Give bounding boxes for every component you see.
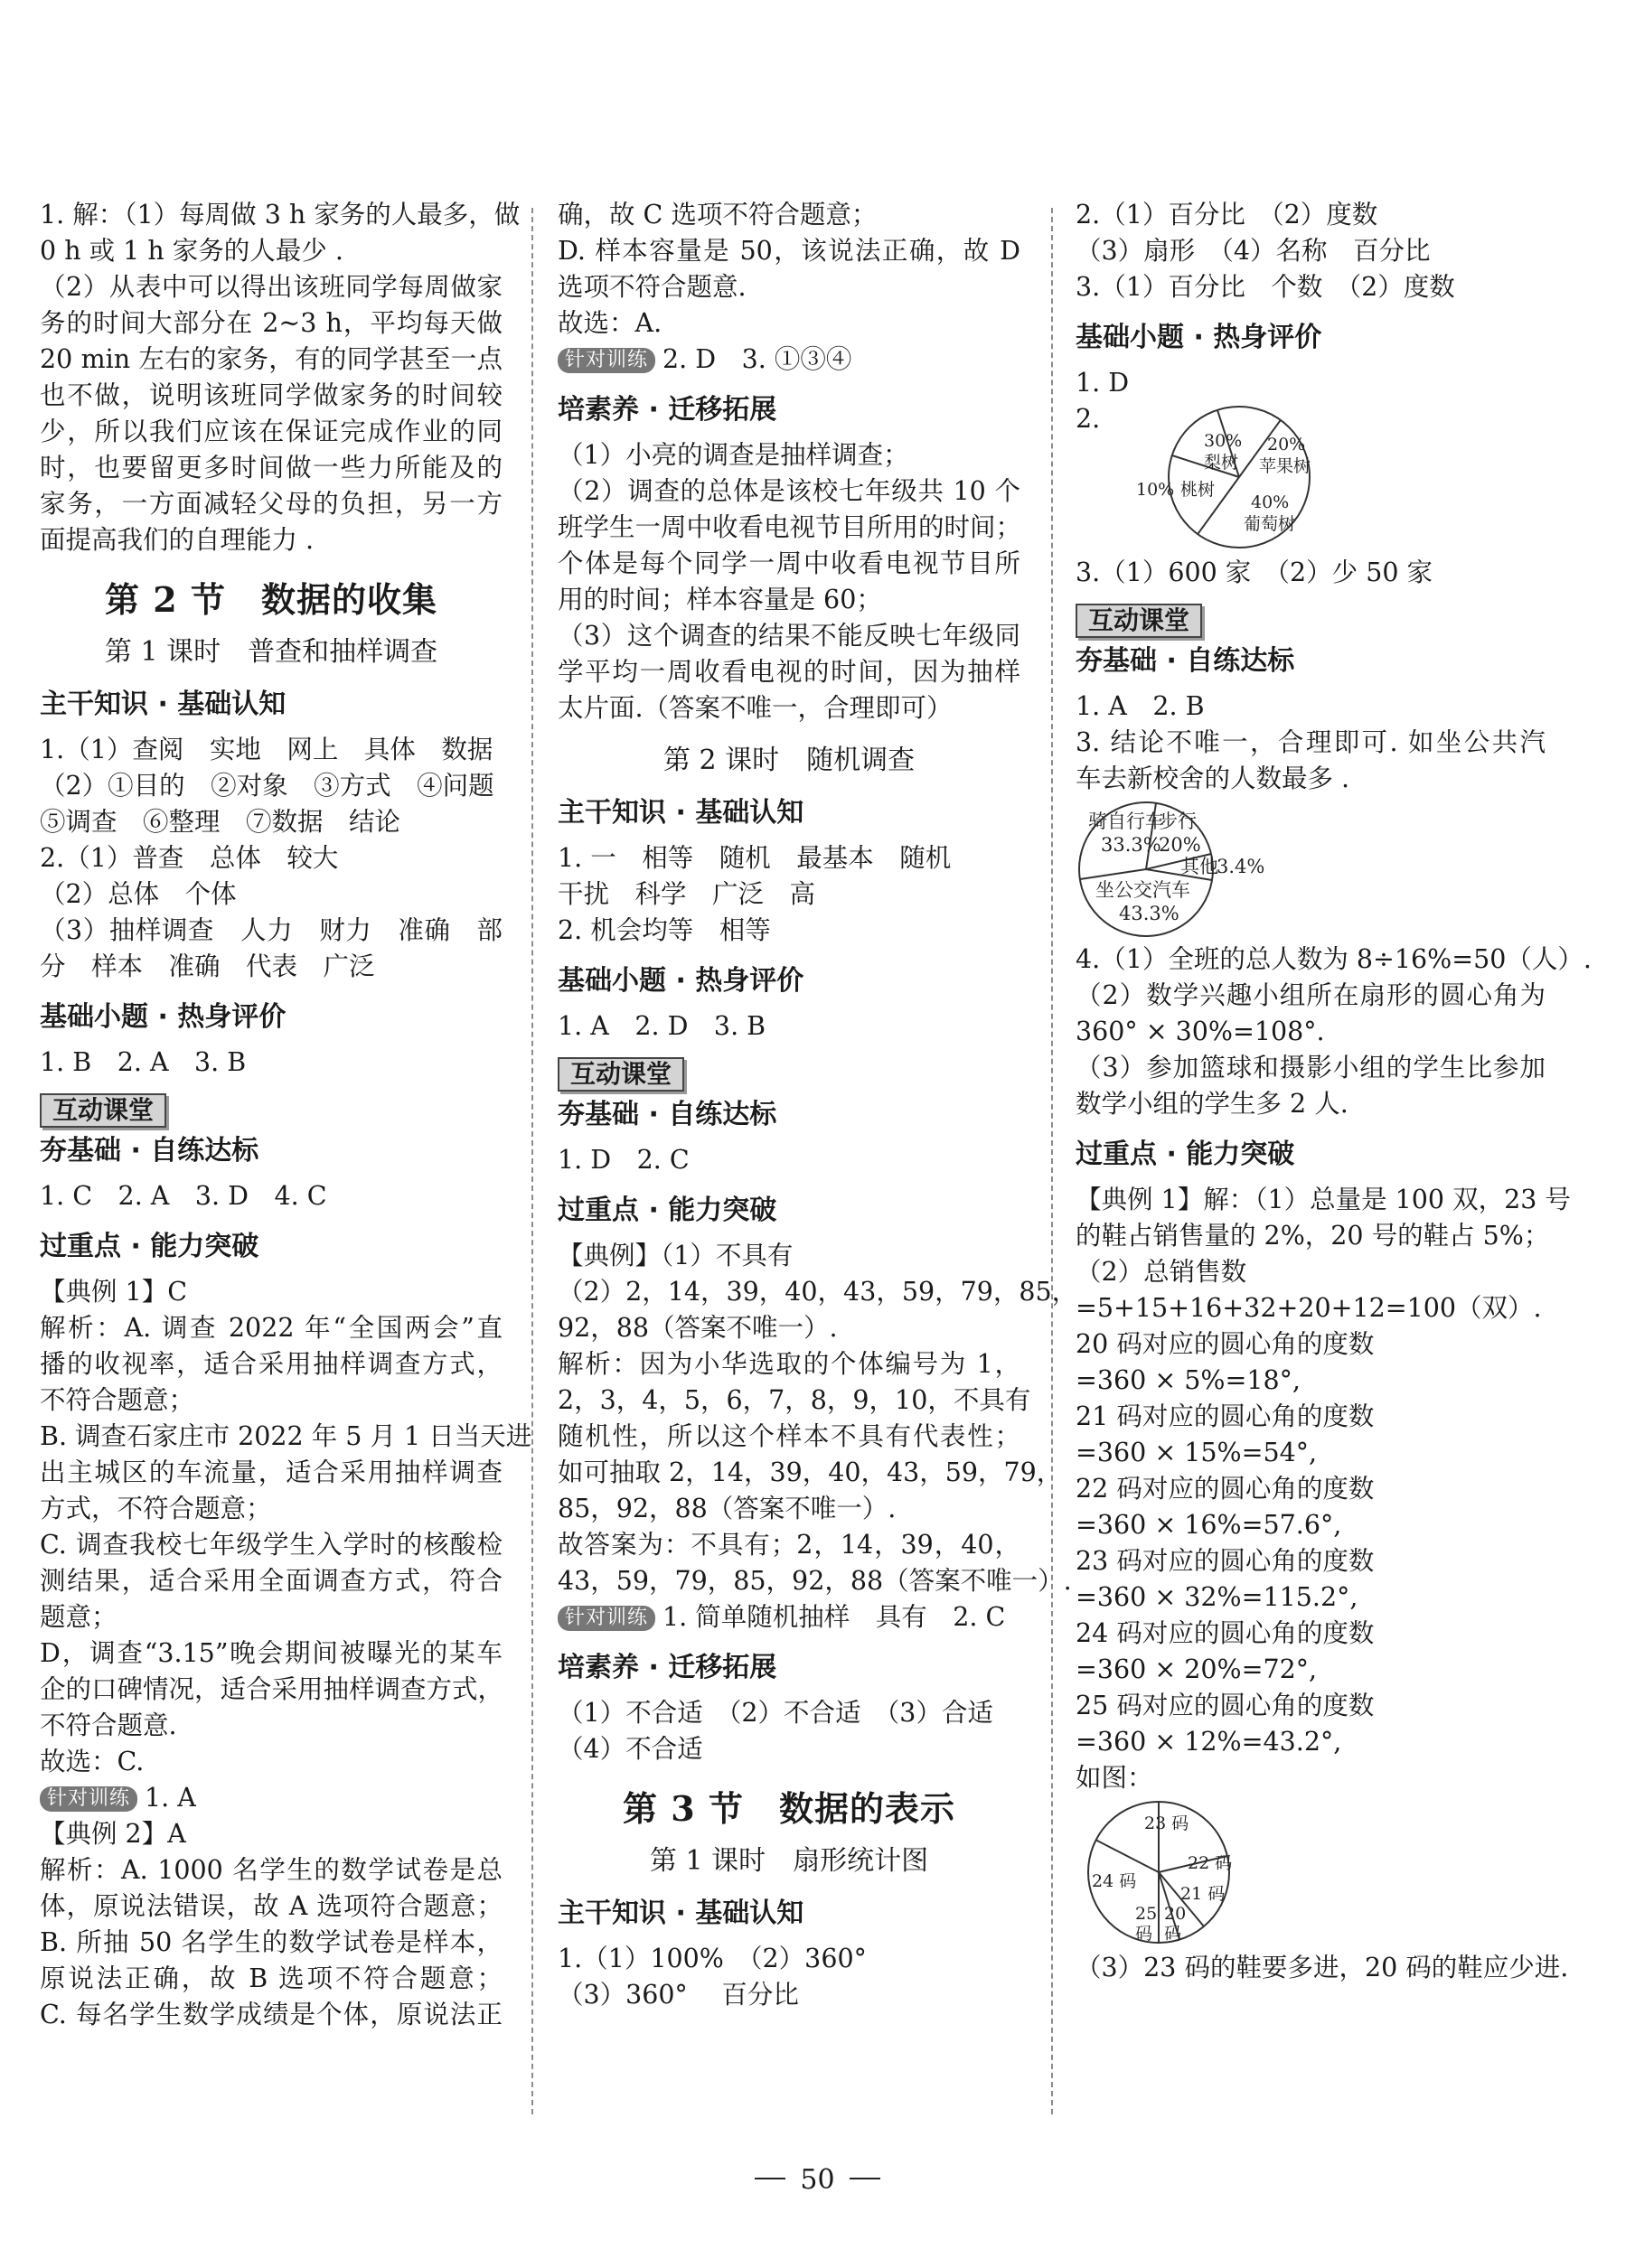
answer-with-figure <box>1076 401 1546 555</box>
answer-line: 解析：A. 调查 2022 年“全国两会”直 <box>40 1313 503 1343</box>
answer-line: 1. C 2. A 3. D 4. C <box>40 1181 327 1211</box>
answer-line: （3）360° 百分比 <box>558 1980 799 2010</box>
answer-line: 个体是每个同学一周中收看电视节目所 <box>558 548 1020 578</box>
text-line: 少，所以我们应该在保证完成作业的同 <box>40 417 503 446</box>
section-heading: 第 2 节 数据的收集 <box>105 579 437 620</box>
answer-line: =360 × 5%=18°, <box>1076 1365 1301 1395</box>
answer-line: （2）总销售数 <box>1076 1257 1247 1287</box>
answer-line: 选项不符合题意. <box>558 272 747 302</box>
answer-line: =5+15+16+32+20+12=100（双）. <box>1076 1293 1542 1323</box>
text-line: （2）从表中可以得出该班同学每周做家 <box>40 272 503 302</box>
answer-line: 92，88（答案不唯一）. <box>558 1313 838 1343</box>
answer-line <box>558 342 1020 378</box>
pie-chart-orchard <box>1108 405 1343 549</box>
answer-line: 2. <box>1076 404 1101 434</box>
answer-line: C. 调查我校七年级学生入学时的核酸检 <box>40 1530 503 1560</box>
subsection-heading: 主干知识 · 基础认知 <box>558 1898 804 1929</box>
answer-line: 1. A 2. D 3. B <box>558 1011 766 1041</box>
answer-line: D，调查“3.15”晚会期间被曝光的某车 <box>40 1638 503 1668</box>
slice-label: 21 码 <box>1180 1884 1226 1904</box>
slice-label: 码 <box>1164 1924 1182 1944</box>
answer-line: 分 样本 准确 代表 广泛 <box>40 951 375 981</box>
slice-name-label: 步行 <box>1159 811 1197 832</box>
answer-line: 【典例】（1）不具有 <box>558 1241 794 1270</box>
answer-line: B. 所抽 50 名学生的数学试卷是样本， <box>40 1927 503 1957</box>
answer-line: 确，故 C 选项不符合题意； <box>558 200 878 230</box>
slice-name-label: 葡萄树 <box>1244 514 1296 534</box>
answer-line: 班学生一周中收看电视节目所用的时间； <box>558 512 1022 542</box>
subsection-heading: 主干知识 · 基础认知 <box>558 797 804 829</box>
answer-line: 方式，不符合题意； <box>40 1494 272 1523</box>
answer-line: （4）不合适 <box>558 1734 703 1764</box>
column-right <box>1076 197 1592 1986</box>
pie-slice-boundary <box>1095 1840 1159 1872</box>
answer-line: 的鞋占销售量的 2%，20 号的鞋占 5%； <box>1076 1221 1550 1251</box>
answer-line: （3）这个调查的结果不能反映七年级同 <box>558 621 1020 651</box>
page-number: 50 <box>800 2164 835 2196</box>
answer-line: 随机性，所以这个样本不具有代表性； <box>558 1421 1020 1451</box>
subsection-heading: 夯基础 · 自练达标 <box>40 1135 259 1167</box>
footer-dash <box>755 2178 785 2179</box>
answer-line: 题意； <box>40 1602 117 1632</box>
answer-line: 20 码对应的圆心角的度数 <box>1076 1329 1375 1359</box>
answer-line: 解析：因为小华选取的个体编号为 1， <box>558 1349 1020 1379</box>
slice-name-label: 桃树 <box>1180 480 1216 500</box>
answer-line: 【典例 1】C <box>40 1277 187 1307</box>
lesson-heading: 第 2 课时 随机调查 <box>662 745 916 776</box>
answer-line <box>40 1780 503 1816</box>
column-divider <box>1051 208 1053 2114</box>
answer-line: （2）数学兴趣小组所在扇形的圆心角为 <box>1076 980 1546 1010</box>
answer-line: 2.（1）普查 总体 较大 <box>40 843 339 873</box>
slice-name-label: 其他 <box>1180 856 1218 877</box>
answer-line: 故选：C. <box>40 1747 145 1776</box>
answer-line: 企的口碑情况，适合采用抽样调查方式， <box>40 1674 504 1704</box>
column-left <box>40 197 532 2033</box>
section-badge: 互动课堂 <box>40 1093 166 1128</box>
pie-chart-commute <box>1076 797 1546 942</box>
slice-pct-label: 3.4% <box>1217 856 1265 877</box>
answer-line: （2）①目的 ②对象 ③方式 ④问题 <box>40 771 494 801</box>
text-line: 时，也要留更多时间做一些力所能及的 <box>40 453 503 483</box>
text-line: 务的时间大部分在 2~3 h，平均每天做 <box>40 308 503 338</box>
answer-line: 1.（1）100% （2）360° <box>558 1944 867 1973</box>
text-line: 1. 解：（1）每周做 3 h 家务的人最多，做 <box>40 200 521 230</box>
subsection-heading: 过重点 · 能力突破 <box>40 1231 259 1262</box>
answer-line: 不符合题意. <box>40 1710 177 1740</box>
answer-line: 24 码对应的圆心角的度数 <box>1076 1618 1375 1648</box>
slice-label: 20 <box>1164 1904 1187 1924</box>
slice-name-label: 梨树 <box>1204 453 1239 473</box>
answer-line: 1. B 2. A 3. B <box>40 1047 247 1077</box>
answer-line: C. 每名学生数学成绩是个体，原说法正 <box>40 2000 503 2029</box>
answer-line: 故选：A. <box>558 308 662 338</box>
answer-text: 1. A <box>145 1783 196 1813</box>
answer-line: （2）总体 个体 <box>40 879 237 909</box>
subsection-heading: 夯基础 · 自练达标 <box>1076 645 1295 677</box>
slice-pct-label: 43.3% <box>1119 903 1179 924</box>
answer-line: 85，92，88（答案不唯一）. <box>558 1494 897 1523</box>
answer-line: =360 × 32%=115.2°, <box>1076 1582 1358 1612</box>
footer-dash <box>850 2178 880 2179</box>
answer-line: 车去新校舍的人数最多 . <box>1076 764 1350 793</box>
slice-label: 23 码 <box>1144 1813 1189 1833</box>
practice-tag: 针对训练 <box>558 1606 655 1631</box>
answer-line: （1）小亮的调查是抽样调查； <box>558 440 909 470</box>
practice-tag: 针对训练 <box>40 1786 137 1812</box>
answer-line: B. 调查石家庄市 2022 年 5 月 1 日当天进 <box>40 1421 532 1451</box>
answer-line: 2. 机会均等 相等 <box>558 915 771 945</box>
answer-line: 3.（1）600 家 （2）少 50 家 <box>1076 558 1433 587</box>
answer-line: 【典例 2】A <box>40 1819 186 1849</box>
answer-line: ⑤调查 ⑥整理 ⑦数据 结论 <box>40 807 401 837</box>
answer-line: 22 码对应的圆心角的度数 <box>1076 1474 1375 1504</box>
subsection-heading: 夯基础 · 自练达标 <box>558 1099 777 1130</box>
subsection-heading: 过重点 · 能力突破 <box>1076 1139 1295 1170</box>
answer-line: 干扰 科学 广泛 高 <box>558 879 816 909</box>
slice-pct-label: 30% <box>1204 431 1243 451</box>
slice-label: 码 <box>1135 1924 1153 1944</box>
slice-pct-label: 20% <box>1159 834 1201 856</box>
answer-line: 故答案为：不具有；2，14，39，40， <box>558 1530 1020 1560</box>
answer-line: 4.（1）全班的总人数为 8÷16%=50（人）. <box>1076 944 1592 974</box>
answer-line: 不符合题意； <box>40 1385 195 1415</box>
answer-line: 解析：A. 1000 名学生的数学试卷是总 <box>40 1855 503 1885</box>
answer-line: 用的时间；样本容量是 60； <box>558 585 882 614</box>
answer-line: 1. D <box>1076 368 1130 398</box>
answer-line: （2）调查的总体是该校七年级共 10 个 <box>558 476 1020 506</box>
answer-line: （2）2，14，39，40，43，59，79，85， <box>558 1277 1078 1307</box>
answer-line: 如可抽取 2，14，39，40，43，59，79， <box>558 1457 1063 1487</box>
answer-line: 【典例 1】解：（1）总量是 100 双，23 号 <box>1076 1185 1571 1214</box>
answer-line: =360 × 15%=54°, <box>1076 1438 1318 1467</box>
answer-line: 太片面.（答案不唯一，合理即可） <box>558 693 953 723</box>
pie-slice-boundary <box>1080 869 1146 879</box>
answer-line: 43，59，79，85，92，88（答案不唯一）. <box>558 1566 1072 1596</box>
answer-text: 2. D 3. ①③④ <box>662 344 852 374</box>
slice-name-label: 坐公交汽车 <box>1095 879 1190 901</box>
subsection-heading: 基础小题 · 热身评价 <box>1076 322 1322 353</box>
answer-line <box>558 1599 1020 1635</box>
subsection-heading: 主干知识 · 基础认知 <box>40 689 287 720</box>
section-badge: 互动课堂 <box>1076 604 1202 638</box>
subsection-heading: 培素养 · 迁移拓展 <box>558 394 777 426</box>
column-middle <box>558 197 1078 2013</box>
answer-line: 360° × 30%=108°. <box>1076 1017 1325 1046</box>
slice-label: 24 码 <box>1092 1871 1137 1891</box>
slice-name-label: 苹果树 <box>1259 456 1311 476</box>
answer-line: 2.（1）百分比 （2）度数 <box>1076 200 1378 230</box>
answer-line: 3. 结论不唯一，合理即可. 如坐公共汽 <box>1076 727 1546 757</box>
slice-pct-label: 10% <box>1136 480 1175 500</box>
subsection-heading: 基础小题 · 热身评价 <box>558 965 804 997</box>
pie-chart-shoe-sizes <box>1076 1796 1546 1950</box>
slice-name-label: 骑自行车 <box>1088 811 1164 832</box>
lesson-heading: 第 1 课时 扇形统计图 <box>649 1845 929 1877</box>
answer-line: 数学小组的学生多 2 人. <box>1076 1089 1348 1119</box>
answer-line: （3）抽样调查 人力 财力 准确 部 <box>40 915 503 945</box>
answer-line: =360 × 16%=57.6°, <box>1076 1510 1342 1540</box>
answer-line: 测结果，适合采用全面调查方式，符合 <box>40 1566 503 1596</box>
lesson-heading: 第 1 课时 普查和抽样调查 <box>104 636 438 668</box>
section-heading: 第 3 节 数据的表示 <box>623 1788 955 1829</box>
answer-line: 1.（1）查阅 实地 网上 具体 数据 <box>40 735 493 764</box>
answer-line: 2，3，4，5，6，7，8，9，10，不具有 <box>558 1385 1031 1415</box>
answer-line: （3）参加篮球和摄影小组的学生比参加 <box>1076 1053 1546 1082</box>
answer-line: 学平均一周收看电视的时间，因为抽样 <box>558 657 1020 687</box>
answer-line: （3）23 码的鞋要多进，20 码的鞋应少进. <box>1076 1953 1569 1982</box>
slice-pct-label: 40% <box>1251 492 1290 512</box>
answer-line: 1. A 2. B <box>1076 691 1205 721</box>
answer-line: 23 码对应的圆心角的度数 <box>1076 1546 1375 1576</box>
practice-tag: 针对训练 <box>558 348 655 373</box>
answer-line: =360 × 20%=72°, <box>1076 1654 1318 1684</box>
column-divider <box>531 208 533 2114</box>
section-badge: 互动课堂 <box>558 1057 684 1092</box>
subsection-heading: 培素养 · 迁移拓展 <box>558 1652 777 1683</box>
page-footer <box>0 2164 1635 2196</box>
slice-label: 25 <box>1135 1904 1158 1924</box>
answer-line: 1. D 2. C <box>558 1145 690 1175</box>
answer-line: D. 样本容量是 50，该说法正确，故 D <box>558 236 1020 266</box>
text-line: 面提高我们的自理能力 . <box>40 525 315 555</box>
slice-pct-label: 33.3% <box>1101 834 1161 856</box>
answer-line: 体，原说法错误，故 A 选项符合题意； <box>40 1891 503 1921</box>
answer-text: 1. 简单随机抽样 具有 2. C <box>662 1602 1006 1632</box>
subsection-heading: 基础小题 · 热身评价 <box>40 1001 287 1033</box>
answer-line: 原说法正确，故 B 选项不符合题意； <box>40 1963 503 1993</box>
answer-line: 1. 一 相等 随机 最基本 随机 <box>558 843 952 873</box>
answer-line: 出主城区的车流量，适合采用抽样调查 <box>40 1457 503 1487</box>
slice-pct-label: 20% <box>1267 435 1306 455</box>
answer-line: 3.（1）百分比 个数 （2）度数 <box>1076 272 1455 302</box>
text-line: 20 min 左右的家务，有的同学甚至一点 <box>40 344 503 374</box>
text-line: 家务，一方面减轻父母的负担，另一方 <box>40 489 503 519</box>
answer-line: 25 码对应的圆心角的度数 <box>1076 1691 1375 1720</box>
text-line: 也不做，说明该班同学做家务的时间较 <box>40 380 503 410</box>
subsection-heading: 过重点 · 能力突破 <box>558 1195 777 1226</box>
answer-line: 播的收视率，适合采用抽样调查方式， <box>40 1349 503 1379</box>
text-line: 0 h 或 1 h 家务的人最少 . <box>40 236 343 266</box>
answer-line: 如图： <box>1076 1763 1153 1793</box>
answer-line: 21 码对应的圆心角的度数 <box>1076 1401 1375 1431</box>
answer-line: =360 × 12%=43.2°, <box>1076 1727 1342 1757</box>
answer-line: （3）扇形 （4）名称 百分比 <box>1076 236 1431 266</box>
slice-label: 22 码 <box>1188 1853 1233 1873</box>
answer-line: （1）不合适 （2）不合适 （3）合适 <box>558 1698 993 1728</box>
